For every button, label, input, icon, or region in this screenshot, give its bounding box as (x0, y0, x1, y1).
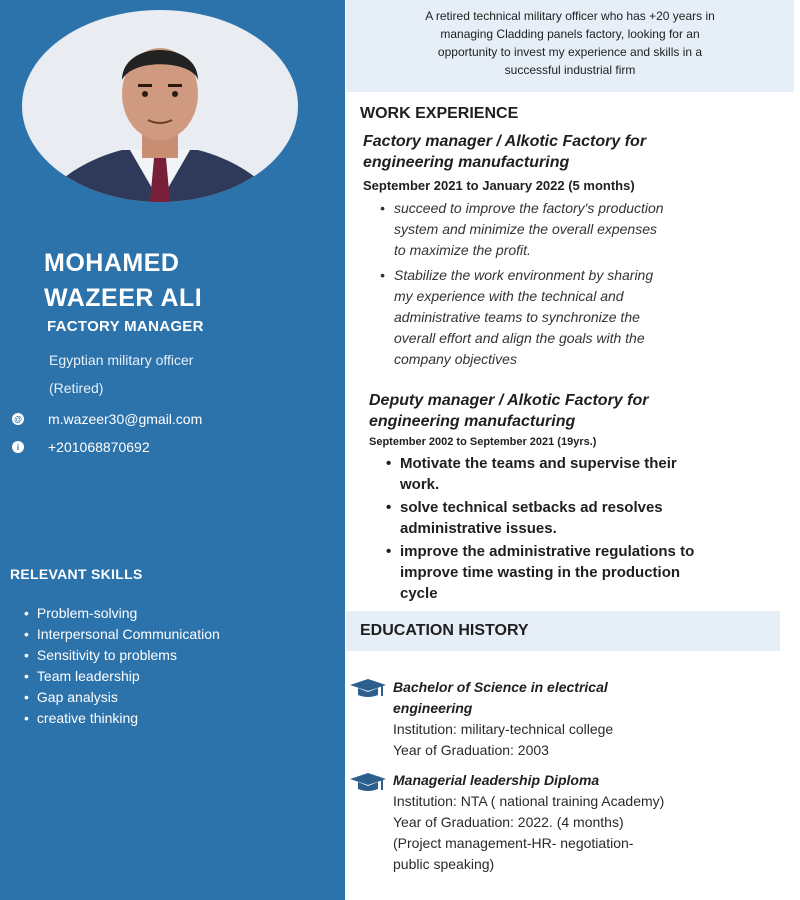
bio-line-2: (Retired) (49, 380, 104, 396)
name-line-2: WAZEER ALI (44, 284, 203, 312)
job-title-line: Factory manager / Alkotic Factory for (363, 133, 647, 150)
phone-icon: i (12, 441, 24, 453)
education-2-topics: public speaking) (393, 856, 495, 872)
edu-title-line: engineering (393, 700, 473, 716)
job-1-title (363, 131, 646, 173)
bullet-line: administrative issues. (400, 520, 557, 537)
job-title-line: engineering manufacturing (369, 413, 576, 430)
profile-photo (22, 10, 298, 202)
job-1-date: September 2021 to January 2022 (5 months) (363, 178, 635, 193)
summary-line: successful industrial firm (504, 63, 636, 77)
bullet-line: cycle (400, 585, 438, 602)
skill-item: • Problem-solving (24, 603, 220, 624)
summary-line: opportunity to invest my experience and skills in a (437, 45, 703, 59)
job-2-bullets (384, 453, 784, 606)
education-header: EDUCATION HISTORY (346, 611, 780, 651)
skill-item: • creative thinking (24, 708, 220, 729)
job-2-title (369, 390, 648, 432)
job-title: FACTORY MANAGER (47, 318, 204, 335)
edu-title-line: Bachelor of Science in electrical (393, 679, 608, 695)
job-title-line: Deputy manager / Alkotic Factory for (369, 392, 649, 409)
bullet-line: work. (400, 476, 440, 493)
bullet-line: system and minimize the overall expenses (394, 221, 658, 237)
list-item (384, 453, 784, 495)
bullet-line: • Motivate the teams and supervise their (400, 455, 677, 472)
graduation-cap-icon (348, 771, 388, 793)
phone-row (12, 439, 150, 455)
bio-line-1: Egyptian military officer (49, 352, 194, 368)
bullet-line: to maximize the profit. (394, 242, 531, 258)
job-1-bullets (378, 198, 778, 374)
bullet-line: • Stabilize the work environment by sharing (394, 267, 654, 283)
list-item (384, 541, 784, 604)
bullet-line: • succeed to improve the factory's production (394, 200, 664, 216)
bullet-line: • solve technical setbacks ad resolves (400, 499, 663, 516)
job-2-date: September 2002 to September 2021 (19yrs.) (369, 436, 597, 448)
skill-item: • Gap analysis (24, 687, 220, 708)
bullet-line: my experience with the technical and (394, 288, 624, 304)
skill-item: • Interpersonal Communication (24, 624, 220, 645)
bullet-line: improve time wasting in the production (400, 564, 681, 581)
education-2-year: Year of Graduation: 2022. (4 months) (393, 814, 624, 830)
email-row (12, 411, 202, 427)
work-experience-header: WORK EXPERIENCE (360, 105, 519, 122)
education-1-title (393, 677, 608, 719)
education-2-institution: Institution: NTA ( national training Academy) (393, 793, 665, 809)
summary-line: managing Cladding panels factory, looking for an (440, 27, 700, 41)
email-icon: @ (12, 413, 24, 425)
bullet-line: • improve the administrative regulations to (400, 543, 695, 560)
skill-item: • Team leadership (24, 666, 220, 687)
education-2-topics: (Project management-HR- negotiation- (393, 835, 634, 851)
bullet-line: administrative teams to synchronize the (394, 309, 640, 325)
job-title-line: engineering manufacturing (363, 154, 570, 171)
list-item (378, 265, 778, 370)
skills-list (24, 603, 220, 729)
skills-title: RELEVANT SKILLS (10, 566, 143, 582)
bullet-line: company objectives (394, 351, 517, 367)
skill-item: • Sensitivity to problems (24, 645, 220, 666)
phone-number: +201068870692 (48, 439, 150, 455)
list-item (384, 497, 784, 539)
sidebar (0, 0, 345, 900)
education-1-year: Year of Graduation: 2003 (393, 742, 549, 758)
list-item (378, 198, 778, 261)
bullet-line: overall effort and align the goals with the (394, 330, 645, 346)
summary-line: A retired technical military officer who has +20 years in (425, 9, 715, 23)
education-1-institution: Institution: military-technical college (393, 721, 614, 737)
education-2-title: Managerial leadership Diploma (393, 772, 600, 788)
graduation-cap-icon (348, 677, 388, 699)
summary (346, 0, 794, 92)
name-line-1: MOHAMED (44, 249, 180, 277)
email-link[interactable]: m.wazeer30@gmail.com (48, 411, 203, 427)
